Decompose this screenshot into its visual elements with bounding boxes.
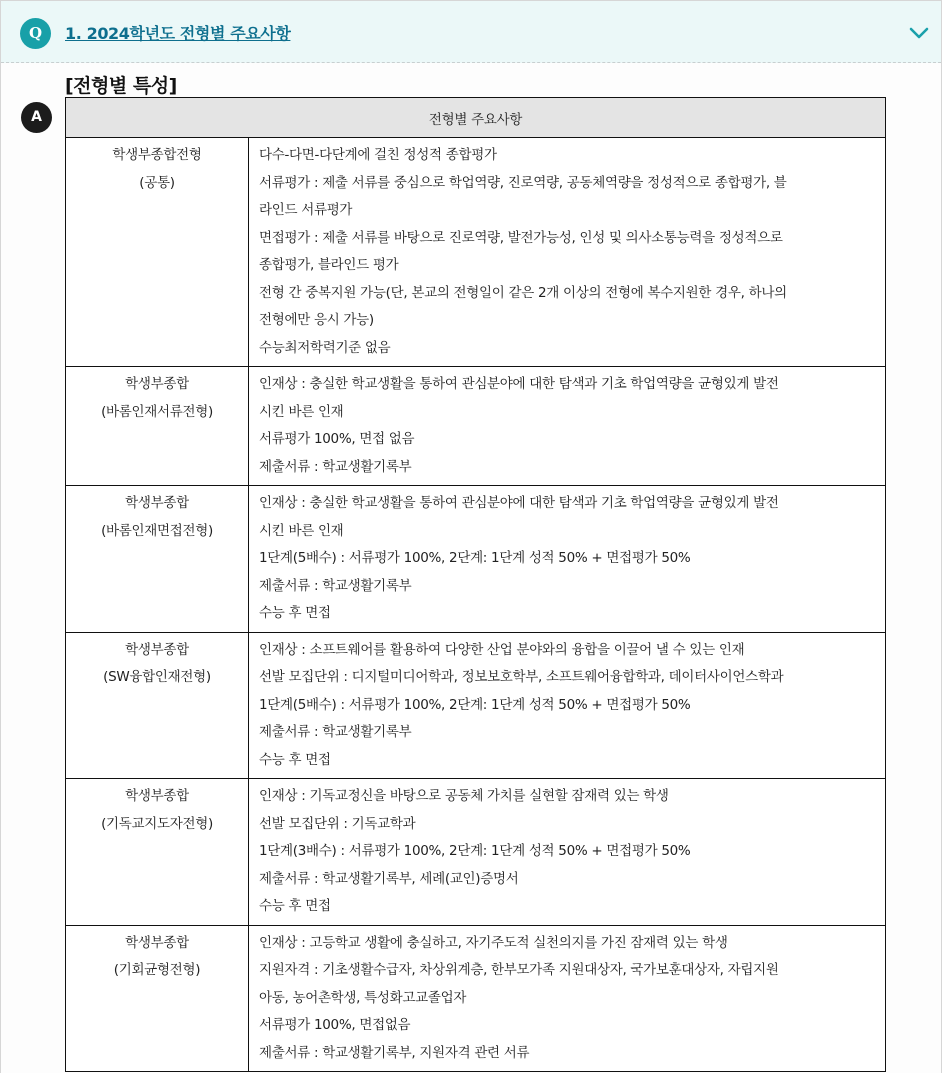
detail-line: 제출서류 : 학교생활기록부, 지원자격 관련 서류 bbox=[259, 1044, 530, 1061]
admission-details-cell bbox=[249, 779, 886, 926]
admission-type-cell bbox=[66, 632, 249, 779]
table-row bbox=[66, 632, 886, 779]
detail-line: 전형에만 응시 가능) bbox=[259, 312, 374, 328]
admission-types-table bbox=[65, 97, 886, 1072]
admission-type-label: 학생부종합 bbox=[125, 934, 189, 951]
section-title: [전형별 특성] bbox=[65, 75, 177, 97]
detail-line: 선발 모집단위 : 디지털미디어학과, 정보보호학부, 소프트웨어융합학과, 데이터사이언스학과 bbox=[259, 669, 784, 685]
question-badge: Q bbox=[20, 18, 51, 49]
detail-line: 제출서류 : 학교생활기록부 bbox=[259, 724, 412, 740]
admission-type-cell bbox=[66, 138, 249, 367]
detail-line: 서류평가 100%, 면접 없음 bbox=[259, 431, 415, 447]
detail-line: 지원자격 : 기초생활수급자, 차상위계층, 한부모가족 지원대상자, 국가보훈대상자, 자립지원 bbox=[259, 962, 779, 978]
admission-type-label: (바롬인재서류전형) bbox=[101, 403, 213, 420]
admission-type-label: (바롬인재면접전형) bbox=[101, 522, 213, 539]
detail-line: 선발 모집단위 : 기독교학과 bbox=[259, 815, 416, 832]
admission-details-cell bbox=[249, 367, 886, 486]
chevron-down-icon[interactable] bbox=[907, 21, 931, 45]
detail-line: 인재상 : 고등학교 생활에 충실하고, 자기주도적 실천의지를 가진 잠재력 있는 학생 bbox=[259, 934, 728, 951]
question-header[interactable] bbox=[1, 1, 941, 63]
detail-line: 수능최저학력기준 없음 bbox=[259, 339, 391, 356]
admission-type-cell bbox=[66, 367, 249, 486]
detail-line: 인재상 : 기독교정신을 바탕으로 공동체 가치를 실현할 잠재력 있는 학생 bbox=[259, 788, 669, 804]
detail-line: 인재상 : 소프트웨어를 활용하여 다양한 산업 분야와의 융합을 이끌어 낼 수 있는 인재 bbox=[259, 641, 745, 658]
detail-line: 1단계(5배수) : 서류평가 100%, 2단계: 1단계 성적 50% + 면접평가 50% bbox=[259, 696, 691, 713]
admission-type-cell bbox=[66, 486, 249, 633]
detail-line: 서류평가 : 제출 서류를 중심으로 학업역량, 진로역량, 공동체역량을 정성적으로 종합평가, 블 bbox=[259, 174, 787, 191]
admission-type-label: (공통) bbox=[139, 174, 175, 191]
detail-line: 인재상 : 충실한 학교생활을 통하여 관심분야에 대한 탐색과 기초 학업역량을 균형있게 발전 bbox=[259, 376, 779, 392]
detail-line: 아동, 농어촌학생, 특성화고교졸업자 bbox=[259, 989, 467, 1006]
admission-details-cell bbox=[249, 632, 886, 779]
detail-line: 라인드 서류평가 bbox=[259, 202, 353, 218]
table-row bbox=[66, 925, 886, 1072]
detail-line: 시킨 바른 인재 bbox=[259, 522, 344, 539]
detail-line: 제출서류 : 학교생활기록부 bbox=[259, 577, 412, 594]
detail-line: 서류평가 100%, 면접없음 bbox=[259, 1017, 411, 1033]
table-row bbox=[66, 367, 886, 486]
admission-type-cell bbox=[66, 779, 249, 926]
admission-type-label: (SW융합인재전형) bbox=[103, 669, 211, 685]
detail-line: 시킨 바른 인재 bbox=[259, 403, 344, 420]
detail-line: 수능 후 면접 bbox=[259, 898, 331, 914]
admission-details-cell bbox=[249, 925, 886, 1072]
detail-line: 1단계(3배수) : 서류평가 100%, 2단계: 1단계 성적 50% + 면접평가 50% bbox=[259, 843, 691, 859]
detail-line: 면접평가 : 제출 서류를 바탕으로 진로역량, 발전가능성, 인성 및 의사소통능력을 정성적으로 bbox=[259, 229, 783, 246]
admission-type-label: 학생부종합 bbox=[125, 495, 189, 511]
detail-line: 제출서류 : 학교생활기록부, 세례(교인)증명서 bbox=[259, 870, 519, 887]
detail-line: 다수-다면-다단계에 걸친 정성적 종합평가 bbox=[259, 147, 497, 163]
table-row bbox=[66, 486, 886, 633]
admission-details-cell bbox=[249, 138, 886, 367]
detail-line: 종합평가, 블라인드 평가 bbox=[259, 257, 399, 273]
admission-type-label: 학생부종합 bbox=[125, 376, 189, 392]
admission-type-label: 학생부종합 bbox=[125, 788, 189, 804]
table-row bbox=[66, 138, 886, 367]
detail-line: 1단계(5배수) : 서류평가 100%, 2단계: 1단계 성적 50% + 면접평가 50% bbox=[259, 550, 691, 566]
detail-line: 전형 간 중복지원 가능(단, 본교의 전형일이 같은 2개 이상의 전형에 복수지원한 경우, 하나의 bbox=[259, 284, 787, 301]
detail-line: 수능 후 면접 bbox=[259, 605, 331, 621]
detail-line: 수능 후 면접 bbox=[259, 751, 331, 768]
admission-type-label: 학생부종합전형 bbox=[112, 147, 202, 163]
question-title-link[interactable]: 1. 2024학년도 전형별 주요사항 bbox=[65, 24, 291, 43]
table-header: 전형별 주요사항 bbox=[66, 98, 886, 138]
detail-line: 제출서류 : 학교생활기록부 bbox=[259, 458, 412, 475]
table-row bbox=[66, 779, 886, 926]
admission-type-cell bbox=[66, 925, 249, 1072]
admission-type-label: (기독교지도자전형) bbox=[101, 815, 213, 832]
admission-details-cell bbox=[249, 486, 886, 633]
detail-line: 인재상 : 충실한 학교생활을 통하여 관심분야에 대한 탐색과 기초 학업역량을 균형있게 발전 bbox=[259, 495, 779, 511]
answer-badge: A bbox=[21, 102, 52, 133]
admission-type-label: 학생부종합 bbox=[125, 641, 189, 658]
admission-type-label: (기회균형전형) bbox=[113, 962, 201, 978]
